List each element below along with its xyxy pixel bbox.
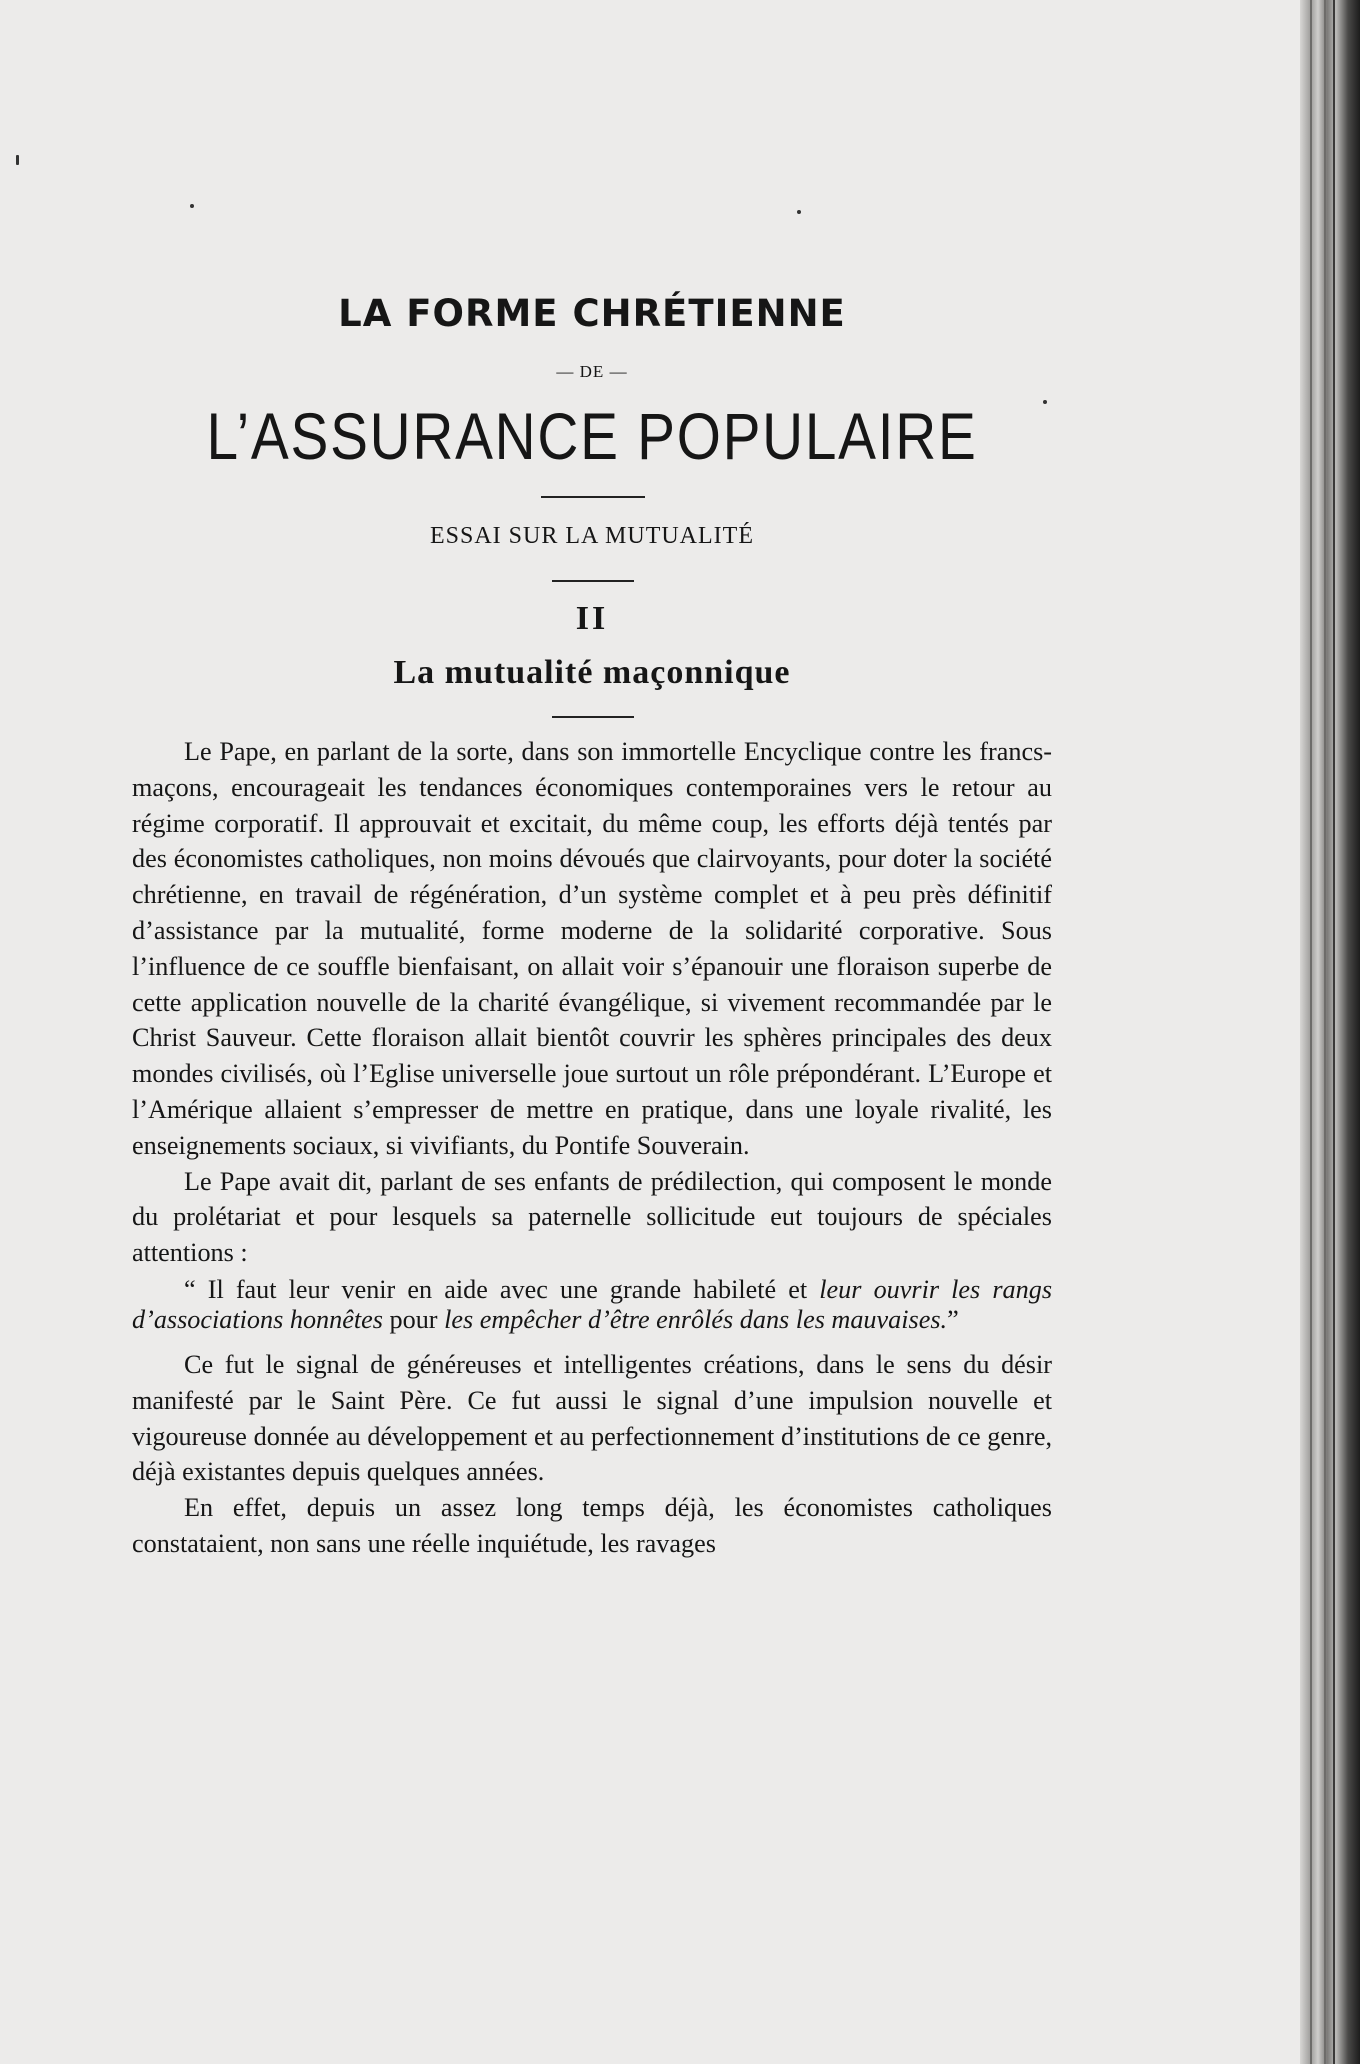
paragraph: En effet, depuis un assez long temps déjà, les économistes catholiques constataient, non sans une réelle inquiétude, les ravages (132, 1493, 1052, 1558)
body-text (132, 734, 1052, 1562)
book-spine-edge (1300, 0, 1360, 2064)
chapter-title: La mutualité maçonnique (393, 654, 791, 691)
title-de: — DE — (556, 362, 628, 381)
quotation (132, 1275, 1052, 1335)
subtitle: ESSAI SUR LA MUTUALITÉ (429, 523, 754, 549)
dust-speck (1043, 400, 1047, 404)
spine-line (1310, 0, 1312, 2064)
divider-rule (552, 716, 634, 718)
dust-speck (797, 210, 801, 214)
quote-text: ” (947, 1304, 959, 1334)
quote-text: pour (382, 1304, 445, 1334)
paragraph: Ce fut le signal de généreuses et intelligentes créations, dans le sens du désir manifesté par le Saint Père. Ce fut aussi le signal d’une impulsion nouvelle et vigoureuse donnée au développement et au perfectionnement d’institutions de ce genre, déjà existantes depuis quelques années. (132, 1349, 1052, 1487)
title-big: L’ASSURANCE POPULAIRE (206, 399, 978, 473)
spine-line (1333, 0, 1335, 2064)
paragraph: Le Pape, en parlant de la sorte, dans son immortelle Encyclique contre les francs-maçons, encourageait les tendances économiques contemporaines vers le retour au régime corporatif. Il approuvait et excitait, du même coup, les efforts déjà tentés par des économistes catholiques, non moins dévoués que clairvoyants, pour doter la société chrétienne, en travail de régénération, d’un système complet et à peu près définitif d’assistance par la mutualité, forme moderne de la solidarité corporative. Sous l’influence de ce souffle bienfaisant, on allait voir s’épanouir une floraison superbe de cette application nouvelle de la charité évangélique, si vivement recommandée par le Christ Sauveur. Cette floraison allait bientôt couvrir les sphères principales des deux mondes civilisés, où l’Eglise universelle joue surtout un rôle prépondérant. L’Europe et l’Amérique allaient s’empresser de mettre en pratique, dans une loyale rivalité, les enseignements sociaux, si vivifiants, du Pontife Souverain. (132, 737, 1052, 1160)
quote-text: “ Il faut leur venir en aide avec une grande habileté et (184, 1274, 820, 1304)
dust-speck (16, 155, 19, 165)
paragraph: Le Pape avait dit, parlant de ses enfants de prédilection, qui composent le monde du prolétariat et pour lesquels sa paternelle sollicitude eut toujours de spéciales attentions : (132, 1166, 1052, 1268)
title-main: LA FORME CHRÉTIENNE (338, 292, 846, 335)
divider-rule (541, 496, 645, 498)
chapter-number: II (575, 600, 609, 637)
quote-italic: les empêcher d’être enrôlés dans les mauvaises. (444, 1304, 948, 1334)
quote-italic: leur ouvrir les rangs d’associations honnêtes (132, 1274, 1053, 1334)
dust-speck (190, 204, 194, 208)
divider-rule (552, 580, 634, 582)
spine-line (1324, 0, 1326, 2064)
